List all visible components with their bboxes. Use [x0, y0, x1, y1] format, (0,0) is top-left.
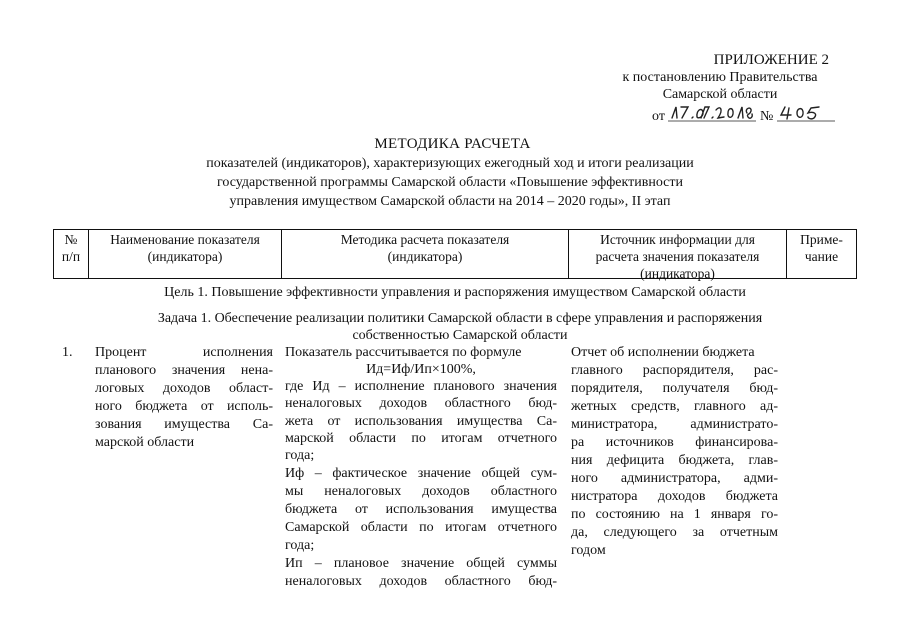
- header-line: (индикатора): [387, 249, 463, 264]
- column-header-number: [54, 230, 89, 278]
- task-heading-line-2: собственностью Самарской области: [352, 328, 568, 343]
- method-line: Самарской области по итогам отчетного: [285, 520, 557, 535]
- header-line: чание: [804, 249, 839, 264]
- header-line: Наименование показателя: [110, 232, 260, 247]
- document-title: МЕТОДИКА РАСЧЕТА: [374, 136, 531, 152]
- method-line: марской области по итогам отчетного: [285, 431, 557, 446]
- method-formula: Ид=Иф/Ип×100%,: [366, 362, 476, 377]
- header-line: (индикатора): [147, 249, 223, 264]
- indicator-name-line: планового значения нена-: [95, 363, 273, 378]
- indicator-name-line: марской области: [95, 435, 195, 450]
- column-header-indicator-name: [89, 230, 282, 278]
- header-line: (индикатора): [640, 266, 715, 281]
- indicator-name-line: ного бюджета от исполь-: [95, 399, 273, 414]
- source-line: жетных средств, главного ад-: [571, 399, 778, 414]
- subtitle-line-3: управления имуществом Самарской области на 2014 – 2020 годы», II этап: [229, 194, 671, 209]
- column-header-method: [282, 230, 569, 278]
- source-line: порядителя, получателя бюд-: [571, 381, 778, 396]
- method-line: неналоговых доходов областного бюд-: [285, 574, 557, 589]
- source-line: по состоянию на 1 января го-: [571, 507, 778, 522]
- method-line: Ип – плановое значение общей суммы: [285, 556, 557, 571]
- appendix-region-line: Самарской области: [662, 87, 778, 102]
- source-line: главного распорядителя, рас-: [571, 363, 778, 378]
- handwritten-number: [777, 104, 835, 129]
- source-line: ра источников финансирова-: [571, 435, 778, 450]
- indicator-name-line: зования имущества Са-: [95, 417, 273, 432]
- header-line: расчета значения показателя: [595, 249, 760, 264]
- method-line: жета от использования имущества Са-: [285, 414, 557, 429]
- number-sign: №: [759, 109, 774, 124]
- method-line: неналоговых доходов областного бюд-: [285, 396, 557, 411]
- method-line: где Ид – исполнение планового значения: [285, 379, 557, 394]
- row-number: 1.: [62, 345, 73, 360]
- method-line: мы неналоговых доходов областного: [285, 484, 557, 499]
- source-line: ного администратора, адми-: [571, 471, 778, 486]
- handwritten-date: [668, 104, 756, 129]
- method-line: бюджета от использования имущества: [285, 502, 557, 517]
- subtitle-line-1: показателей (индикаторов), характеризующих ежегодный ход и итоги реализации: [206, 156, 694, 171]
- header-line: Приме-: [800, 232, 843, 247]
- source-line: да, следующего за отчетным: [571, 525, 778, 540]
- subtitle-line-2: государственной программы Самарской области «Повышение эффективности: [217, 175, 683, 190]
- indicator-name-line: Процент исполнения: [95, 345, 273, 360]
- indicator-name-line: логовых доходов област-: [95, 381, 273, 396]
- table-header: [53, 229, 857, 279]
- source-line: ния дефицита бюджета, глав-: [571, 453, 778, 468]
- column-header-note: [787, 230, 856, 278]
- header-line: Методика расчета показателя: [340, 232, 510, 247]
- method-line: Показатель рассчитывается по формуле: [285, 345, 522, 360]
- column-header-source: [569, 230, 787, 281]
- appendix-decree-line: к постановлению Правительства: [622, 70, 818, 85]
- date-prefix: от: [652, 109, 665, 124]
- method-line: года;: [285, 538, 315, 553]
- source-line: годом: [571, 543, 606, 558]
- header-line: п/п: [61, 249, 81, 264]
- appendix-title: ПРИЛОЖЕНИЕ 2: [713, 52, 829, 68]
- source-line: Отчет об исполнении бюджета: [571, 345, 755, 360]
- source-line: нистратора доходов бюджета: [571, 489, 778, 504]
- method-line: Иф – фактическое значение общей сум-: [285, 466, 557, 481]
- header-line: Источник информации для: [600, 232, 755, 247]
- source-line: министратора, администрато-: [571, 417, 778, 432]
- task-heading-line-1: Задача 1. Обеспечение реализации политики Самарской области в сфере управления и распоряжения: [157, 311, 763, 326]
- appendix-date-row: [652, 104, 835, 129]
- method-line: года;: [285, 448, 315, 463]
- goal-heading: Цель 1. Повышение эффективности управления и распоряжения имуществом Самарской области: [164, 285, 746, 300]
- header-line: №: [64, 232, 78, 247]
